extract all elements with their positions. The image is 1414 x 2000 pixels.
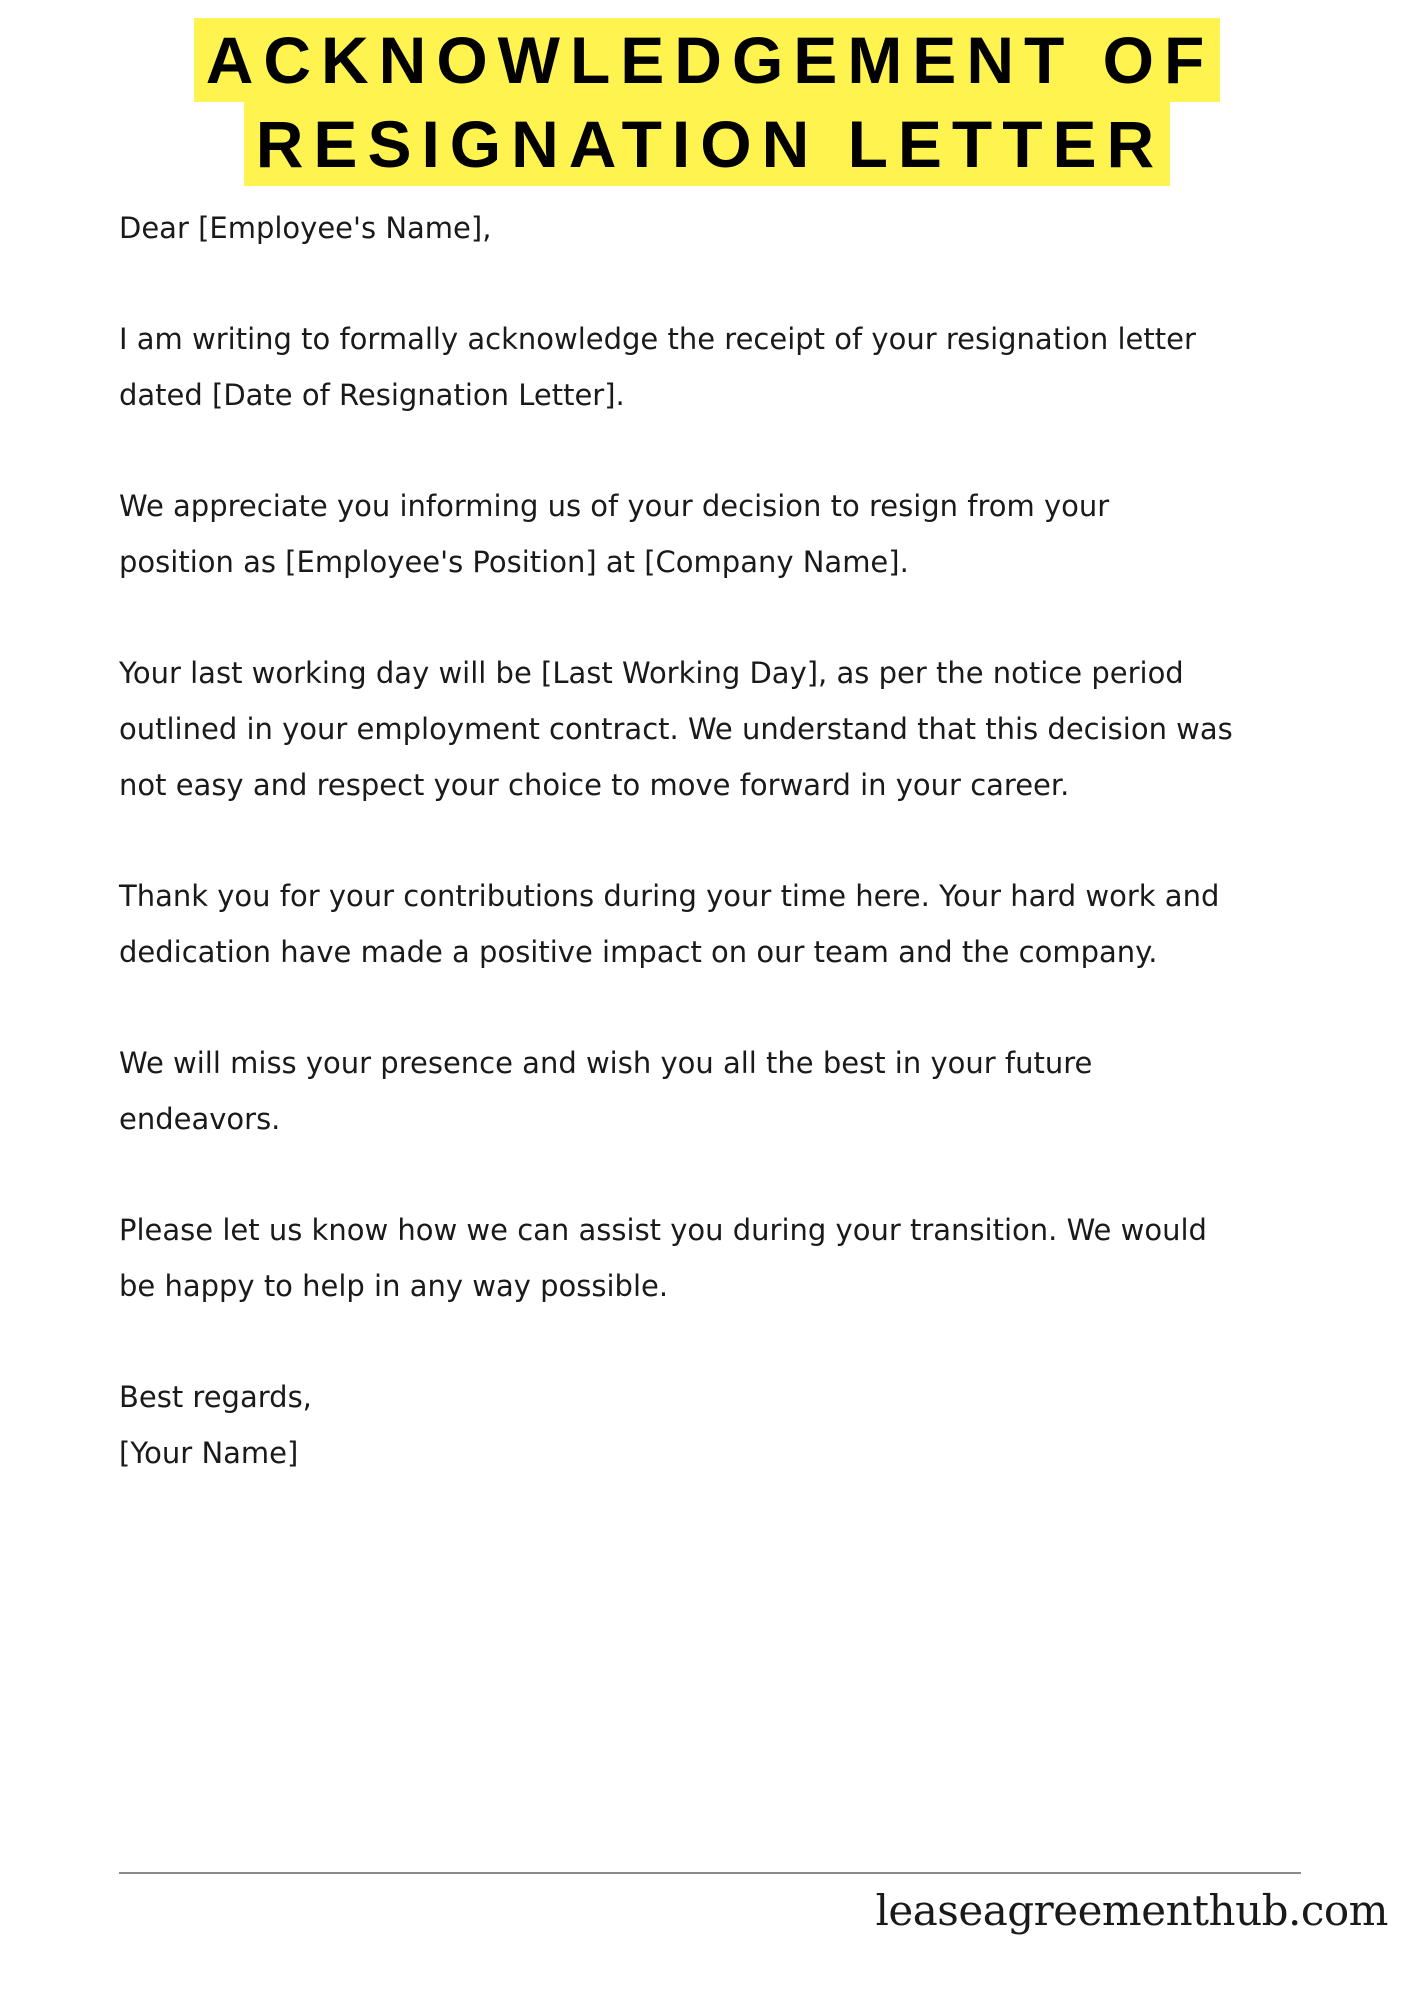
- paragraph-assistance: Please let us know how we can assist you during your transition. We would be happy to help in any way possible.: [119, 1213, 1207, 1303]
- paragraph-appreciation: We appreciate you informing us of your decision to resign from your position as [Employee's Position] at [Company Name].: [119, 489, 1110, 579]
- closing: Best regards,: [119, 1380, 312, 1414]
- footer-website: leaseagreementhub.com: [875, 1886, 1388, 1935]
- footer-divider: [119, 1872, 1301, 1874]
- paragraph-farewell: We will miss your presence and wish you all the best in your future endeavors.: [119, 1046, 1093, 1136]
- title-line-2: RESIGNATION LETTER: [244, 102, 1170, 186]
- paragraph-receipt: I am writing to formally acknowledge the receipt of your resignation letter dated [Date of Resignation Letter].: [119, 322, 1196, 412]
- letter-body: [119, 200, 1319, 1481]
- title-line-1: ACKNOWLEDGEMENT OF: [194, 18, 1221, 102]
- paragraph-last-day: Your last working day will be [Last Working Day], as per the notice period outlined in your employment contract. We understand that this decision was not easy and respect your choice to move forward in your career.: [119, 656, 1233, 802]
- salutation: Dear [Employee's Name],: [119, 211, 492, 245]
- paragraph-thanks: Thank you for your contributions during your time here. Your hard work and dedication have made a positive impact on our team and the company.: [119, 879, 1220, 969]
- signature: [Your Name]: [119, 1436, 299, 1470]
- document-title: [0, 18, 1414, 186]
